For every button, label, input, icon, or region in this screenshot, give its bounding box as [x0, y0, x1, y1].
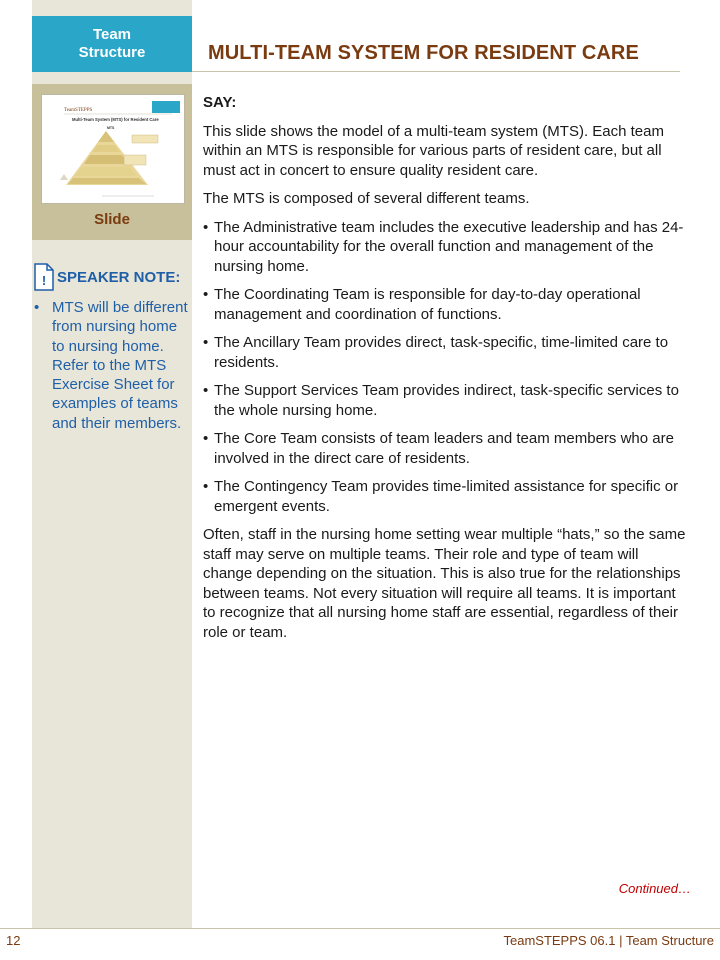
bullet-icon: •: [203, 382, 209, 399]
continued-note: Continued…: [618, 881, 691, 896]
slide-thumbnail: [41, 94, 185, 204]
team-bullet-item: [203, 333, 689, 372]
section-tab: [32, 16, 192, 72]
team-bullet-item: [203, 477, 689, 516]
team-bullet-item: [203, 429, 689, 468]
say-label: SAY:: [203, 94, 237, 111]
thumb-subtitle: MTS: [107, 126, 115, 130]
bullet-icon: •: [34, 299, 40, 316]
footer-divider: [0, 928, 720, 929]
footer-text: TeamSTEPPS 06.1 | Team Structure: [503, 933, 714, 948]
team-bullet-text: The Contingency Team provides time-limited assistance for specific or emergent events.: [214, 478, 679, 515]
team-bullet-item: [203, 285, 689, 324]
page-title: MULTI-TEAM SYSTEM FOR RESIDENT CARE: [208, 42, 639, 64]
bullet-icon: •: [203, 430, 209, 447]
speaker-note-item: [32, 298, 190, 433]
speaker-note-header: [32, 263, 192, 295]
thumb-logo: TeamSTEPPS: [64, 108, 93, 113]
thumb-title: Multi-Team System (MTS) for Resident Care: [72, 117, 159, 122]
speaker-note-list: [32, 298, 190, 433]
speaker-note-text: MTS will be different from nursing home to nursing home. Refer to the MTS Exercise Sheet for examples of teams and their members.: [52, 299, 188, 432]
team-bullet-text: The Administrative team includes the executive leadership and has 24-hour accountability for the overall function and management of the nursing home.: [214, 218, 684, 275]
speaker-note-label: SPEAKER NOTE:: [57, 269, 181, 286]
team-bullet-item: [203, 381, 689, 420]
page-number: 12: [6, 933, 21, 948]
team-bullet-text: The Ancillary Team provides direct, task-specific, time-limited care to residents.: [214, 334, 669, 371]
thumb-tab-marker: [152, 101, 180, 113]
team-bullet-text: The Core Team consists of team leaders and team members who are involved in the direct care of residents.: [214, 430, 674, 467]
composition-paragraph: The MTS is composed of several different teams.: [203, 190, 530, 207]
team-bullet-text: The Coordinating Team is responsible for day-to-day operational management and coordination of functions.: [214, 286, 641, 323]
title-divider: [192, 71, 680, 72]
bullet-icon: •: [203, 218, 209, 236]
team-bullet-text: The Support Services Team provides indirect, task-specific services to the whole nursing home.: [214, 382, 679, 419]
slide-thumbnail-graphic: [42, 95, 184, 203]
team-bullet-list: [203, 218, 689, 517]
team-bullet-item: [203, 218, 689, 277]
svg-text:!: !: [41, 273, 47, 288]
bullet-icon: •: [203, 334, 209, 351]
closing-paragraph: Often, staff in the nursing home setting wear multiple “hats,” so the same staff may serve on multiple teams. Their role and type of team will change depending on the situation. This is also true for the relationships between teams. Not every situation will require all teams. It is important to recognize that all nursing home staff are essential, regardless of their role or team.: [203, 526, 686, 641]
intro-paragraph: This slide shows the model of a multi-team system (MTS). Each team within an MTS is responsible for various parts of resident care, but all must act in concert to ensure quality resident care.: [203, 122, 664, 179]
document-alert-icon: [34, 263, 54, 291]
bullet-icon: •: [203, 478, 209, 495]
main-content: [203, 93, 689, 651]
section-tab-label: Team Structure: [78, 26, 146, 61]
bullet-icon: •: [203, 286, 209, 303]
slide-label: Slide: [94, 211, 130, 228]
